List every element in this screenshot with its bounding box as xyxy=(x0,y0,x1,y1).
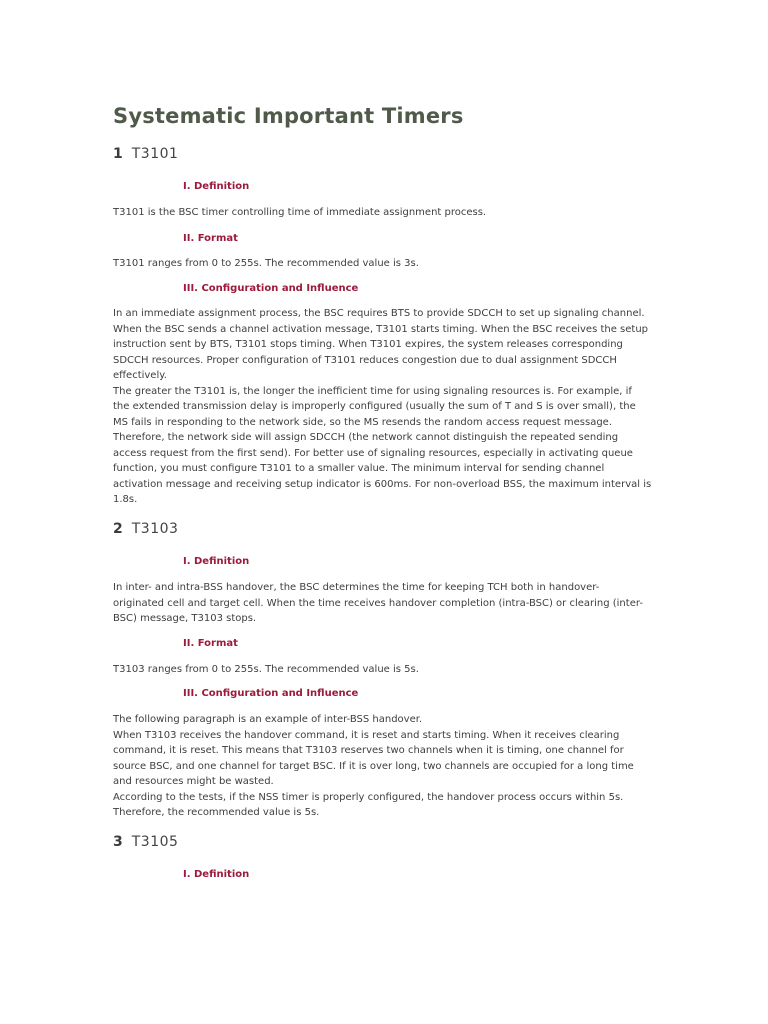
section-name: T3103 xyxy=(131,521,179,537)
config-heading: III. Configuration and Influence xyxy=(183,688,359,699)
format-paragraph xyxy=(113,256,658,272)
format-heading: II. Format xyxy=(183,233,238,244)
text-line: Therefore, the recommended value is 5s. xyxy=(113,807,320,818)
text-line: originated cell and target cell. When the time receives handover completion (intra-BSC) or clearing (inter- xyxy=(113,597,643,609)
text-line: source BSC, and one channel for target BSC. If it is over long, two channels are occupied for a long time xyxy=(113,760,634,772)
section-heading-t3103 xyxy=(113,521,178,537)
text-line: MS fails in responding to the network side, so the MS resends the random access request message. xyxy=(113,416,613,428)
definition-heading: I. Definition xyxy=(183,869,250,880)
text-line: the extended transmission delay is improperly configured (usually the sum of T and S is over small), the xyxy=(113,401,636,412)
config-paragraph xyxy=(113,712,658,821)
section-number: 2 xyxy=(113,521,123,537)
text-line: BSC) message, T3103 stops. xyxy=(113,613,257,624)
text-line: Therefore, the network side will assign SDCCH (the network cannot distinguish the repeated sending xyxy=(113,432,619,443)
text-line: In inter- and intra-BSS handover, the BSC determines the time for keeping TCH both in handover- xyxy=(113,582,600,593)
text-line: command, it is reset. This means that T3103 reserves two channels when it is timing, one channel for xyxy=(113,745,624,756)
format-heading: II. Format xyxy=(183,638,238,649)
text-line: access request from the first send). For better use of signaling resources, especially in activating queue xyxy=(113,447,633,459)
config-paragraph xyxy=(113,306,658,508)
text-line: activation message and receiving setup indicator is 600ms. For non-overload BSS, the maximum interval is xyxy=(113,478,652,490)
page-title: Systematic Important Timers xyxy=(113,104,464,128)
definition-paragraph xyxy=(113,205,658,221)
text-line: When T3103 receives the handover command, it is reset and starts timing. When it receives clearing xyxy=(113,729,620,741)
definition-paragraph xyxy=(113,580,658,627)
text-line: T3101 is the BSC timer controlling time of immediate assignment process. xyxy=(113,207,487,218)
section-name: T3101 xyxy=(131,146,179,162)
text-line: The greater the T3101 is, the longer the inefficient time for using signaling resources is. For example, if xyxy=(113,385,632,397)
section-number: 1 xyxy=(113,146,123,162)
section-number: 3 xyxy=(113,834,123,850)
definition-heading: I. Definition xyxy=(183,181,250,192)
format-paragraph xyxy=(113,662,658,678)
text-line: T3103 ranges from 0 to 255s. The recommended value is 5s. xyxy=(113,664,419,675)
text-line: and resources might be wasted. xyxy=(113,776,274,787)
section-heading-t3105 xyxy=(113,834,178,850)
text-line: 1.8s. xyxy=(113,494,138,505)
text-line: According to the tests, if the NSS timer is properly configured, the handover process occurs within 5s. xyxy=(113,791,624,803)
definition-heading: I. Definition xyxy=(183,556,250,567)
text-line: SDCCH resources. Proper configuration of T3101 reduces congestion due to dual assignment SDCCH xyxy=(113,354,617,366)
section-heading-t3101 xyxy=(113,146,178,162)
text-line: The following paragraph is an example of inter-BSS handover. xyxy=(113,714,423,725)
text-line: instruction sent by BTS, T3101 stops timing. When T3101 expires, the system releases corresponding xyxy=(113,339,623,350)
text-line: T3101 ranges from 0 to 255s. The recommended value is 3s. xyxy=(113,258,419,269)
text-line: When the BSC sends a channel activation message, T3101 starts timing. When the BSC receives the setup xyxy=(113,323,649,335)
section-name: T3105 xyxy=(131,834,179,850)
config-heading: III. Configuration and Influence xyxy=(183,283,359,294)
text-line: effectively. xyxy=(113,370,167,381)
text-line: function, you must configure T3101 to a smaller value. The minimum interval for sending channel xyxy=(113,463,605,474)
text-line: In an immediate assignment process, the BSC requires BTS to provide SDCCH to set up signaling channel. xyxy=(113,308,645,319)
